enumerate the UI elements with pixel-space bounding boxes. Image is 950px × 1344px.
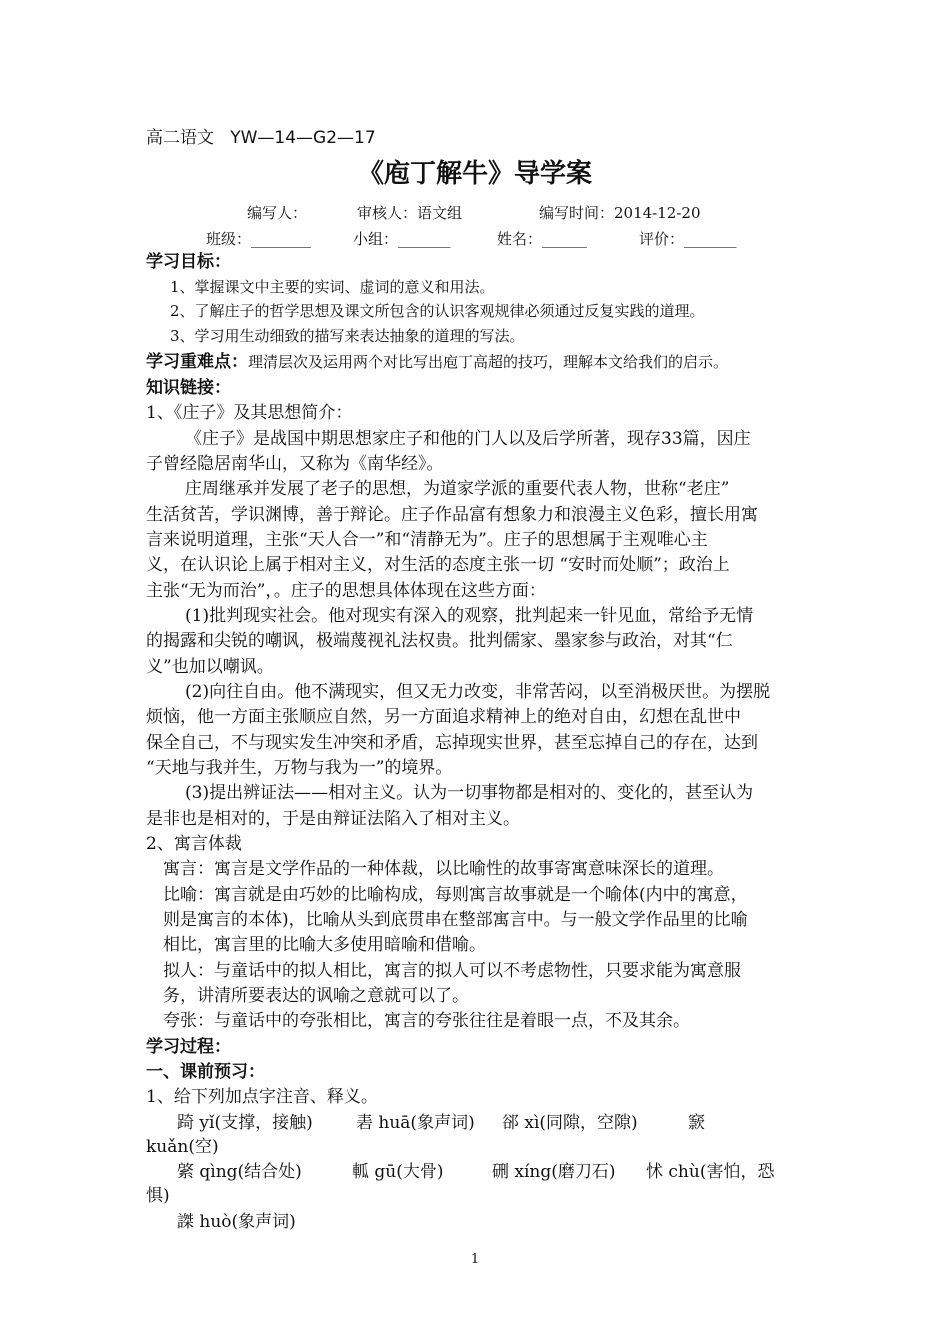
vocab-item: kuǎn(空) (146, 1137, 219, 1157)
course-name: 高二语文 (146, 128, 214, 148)
knowledge-line: 义”也加以嘲讽。 (146, 657, 274, 677)
knowledge-line: 则是寓言的本体)，比喻从头到底贯串在整部寓言中。与一般文学作品里的比喻 (163, 910, 748, 930)
objective-item: 2、了解庄子的哲学思想及课文所包含的认识客观规律必须通过反复实践的道理。 (170, 302, 705, 320)
knowledge-line: 保全自己，不与现实发生冲突和矛盾，忘掉现实世界，甚至忘掉自己的存在，达到 (146, 733, 758, 753)
knowledge-line: (3)提出辨证法——相对主义。认为一切事物都是相对的、变化的，甚至认为 (185, 783, 754, 803)
knowledge-line: 是非也是相对的，于是由辩证法陷入了相对主义。 (146, 809, 520, 829)
knowledge-line: 夸张：与童话中的夸张相比，寓言的夸张往往是着眼一点，不及其余。 (163, 1011, 690, 1031)
preview-task: 1、给下列加点字注音、释义。 (146, 1087, 378, 1107)
knowledge-line: 寓言：寓言是文学作品的一种体裁，以比喻性的故事寄寓意味深长的道理。 (163, 859, 724, 879)
rating-field: 评价：_______ (639, 230, 737, 248)
vocab-item: 謋 huò(象声词) (177, 1212, 296, 1232)
vocab-item: 砉 huā(象声词) (356, 1113, 475, 1133)
knowledge-line: (1)批判现实社会。他对现实有深入的观察，批判起来一针见血，常给予无情 (185, 606, 754, 626)
document-code: YW—14—G2—17 (230, 128, 376, 148)
vocab-item: 窾 (688, 1113, 705, 1133)
knowledge-line: 烦恼，他一方面主张顺应自然，另一方面追求精神上的绝对自由，幻想在乱世中 (146, 707, 741, 727)
knowledge-line: 1、《庄子》及其思想简介： (146, 403, 353, 423)
key-points (146, 350, 728, 374)
vocab-item: 怵 chù(害怕，恐 (646, 1162, 775, 1182)
knowledge-line: 拟人：与童话中的拟人相比，寓言的拟人可以不考虑物性，只要求能为寓意服 (163, 961, 741, 981)
knowledge-line: 《庄子》是战国中期思想家庄子和他的门人以及后学所著，现存33篇，因庄 (185, 429, 751, 449)
knowledge-line: 子曾经隐居南华山，又称为《南华经》。 (146, 454, 444, 474)
reviewer-label: 审核人：语文组 (357, 204, 463, 222)
vocab-item: 惧) (146, 1186, 170, 1206)
knowledge-line: 相比，寓言里的比喻大多使用暗喻和借喻。 (163, 935, 486, 955)
vocab-item: 郤 xì(同隙，空隙) (502, 1113, 638, 1133)
name-field: 姓名：______ (497, 230, 588, 248)
knowledge-line: 言来说明道理，主张“天人合一”和“清静无为”。庄子的思想属于主观唯心主 (146, 530, 708, 550)
knowledge-line: 义，在认识论上属于相对主义，对生活的态度主张一切 “安时而处顺”；政治上 (146, 555, 730, 575)
page-title: 《庖丁解牛》导学案 (357, 159, 592, 189)
vocab-item: 硎 xíng(磨刀石) (492, 1162, 616, 1182)
vocab-item: 軱 gū(大骨) (352, 1162, 444, 1182)
class-field: 班级：________ (206, 230, 312, 248)
knowledge-line: 2、寓言体裁 (146, 834, 242, 854)
page-number: 1 (470, 1252, 480, 1267)
knowledge-line: 务，讲清所要表达的讽喻之意就可以了。 (163, 986, 469, 1006)
vocab-item: 踦 yǐ(支撑，接触) (177, 1113, 313, 1133)
objective-item: 1、掌握课文中主要的实词、虚词的意义和用法。 (170, 278, 495, 296)
vocab-item: 綮 qìng(结合处) (177, 1162, 302, 1182)
course-header (146, 126, 376, 150)
group-field: 小组：_______ (353, 230, 451, 248)
knowledge-line: 比喻：寓言就是由巧妙的比喻构成，每则寓言故事就是一个喻体(内中的寓意， (163, 885, 748, 905)
key-points-text: 理清层次及运用两个对比写出庖丁高超的技巧，理解本文给我们的启示。 (248, 353, 729, 371)
author-label: 编写人： (247, 204, 308, 222)
knowledge-line: 庄周继承并发展了老子的思想，为道家学派的重要代表人物，世称“老庄” (185, 479, 730, 499)
knowledge-line: (2)向往自由。他不满现实，但又无力改变，非常苦闷，以至消极厌世。为摆脱 (185, 682, 771, 702)
knowledge-line: 的揭露和尖锐的嘲讽，极端蔑视礼法权贵。批判儒家、墨家参与政治，对其“仁 (146, 631, 733, 651)
objectives-heading: 学习目标： (146, 252, 231, 272)
knowledge-line: “天地与我并生，万物与我为一”的境界。 (146, 758, 453, 778)
preview-heading: 一、课前预习： (146, 1062, 265, 1082)
objective-item: 3、学习用生动细致的描写来表达抽象的道理的写法。 (170, 327, 525, 345)
process-heading: 学习过程： (146, 1037, 231, 1057)
knowledge-line: 主张“无为而治”，。庄子的思想具体体现在这些方面： (146, 581, 546, 601)
date-label: 编写时间：2014-12-20 (539, 204, 701, 222)
key-points-heading: 学习重难点： (146, 352, 248, 372)
knowledge-heading: 知识链接： (146, 378, 231, 398)
knowledge-line: 生活贫苦，学识渊博，善于辩论。庄子作品富有想象力和浪漫主义色彩，擅长用寓 (146, 505, 758, 525)
